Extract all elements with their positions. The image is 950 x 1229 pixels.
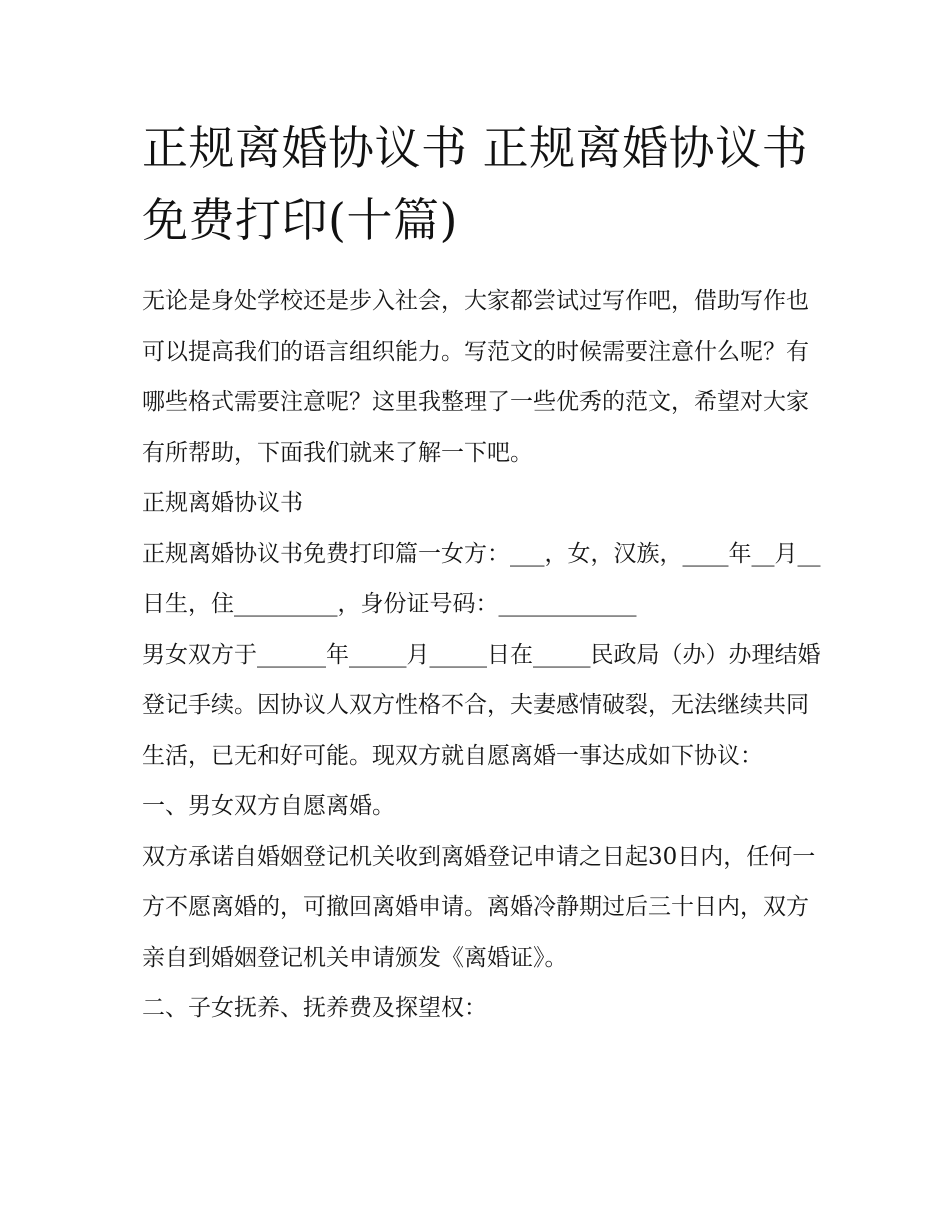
party-info-paragraph: 正规离婚协议书免费打印篇一女方：___，女，汉族，____年__月__日生，住_________，身份证号码：____________ — [142, 540, 821, 617]
intro-paragraph: 无论是身处学校还是步入社会，大家都尝试过写作吧，借助写作也可以提高我们的语言组织能力。写范文的时候需要注意什么呢？有哪些格式需要注意呢？这里我整理了一些优秀的范文，希望对大家有所帮助，下面我们就来了解一下吧。 — [142, 288, 809, 466]
marriage-info-paragraph: 男女双方于______年_____月_____日在_____民政局（办）办理结婚登记手续。因协议人双方性格不合，夫妻感情破裂，无法继续共同生活，已无和好可能。现双方就自愿离婚一事达成如下协议： — [142, 641, 821, 769]
document-body — [142, 276, 822, 1034]
clause-one-heading: 一、男女双方自愿离婚。 — [142, 793, 395, 819]
document-title: 正规离婚协议书 正规离婚协议书免费打印(十篇) — [142, 121, 809, 247]
section-heading: 正规离婚协议书 — [142, 490, 303, 516]
clause-one-paragraph: 双方承诺自婚姻登记机关收到离婚登记申请之日起30日内，任何一方不愿离婚的，可撤回离婚申请。离婚冷静期过后三十日内，双方亲自到婚姻登记机关申请颁发《离婚证》。 — [142, 843, 816, 971]
clause-two-heading: 二、子女抚养、抚养费及探望权： — [142, 995, 487, 1021]
